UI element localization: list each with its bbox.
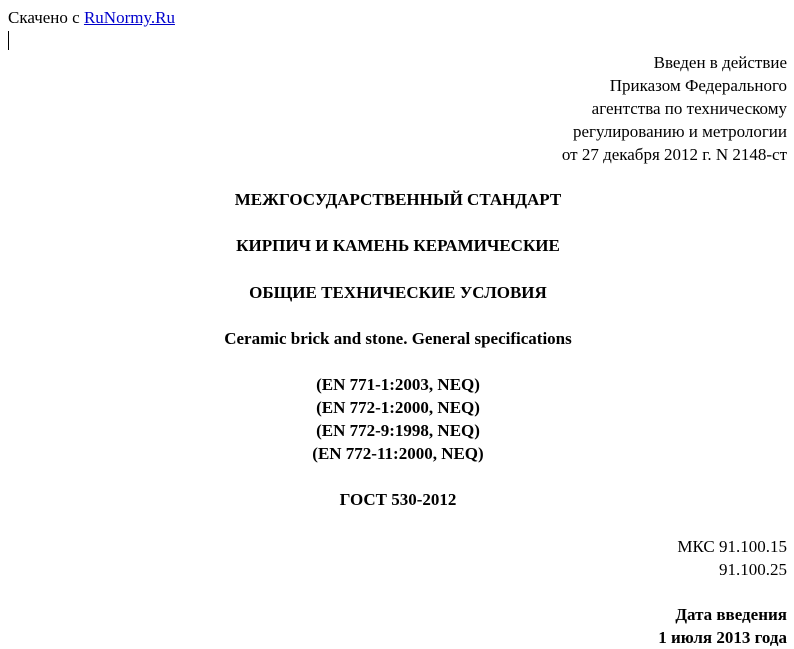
en-reference: (EN 772-11:2000, NEQ) (312, 444, 484, 463)
en-reference: (EN 772-9:1998, NEQ) (316, 421, 480, 440)
standard-subtitle-heading: ОБЩИЕ ТЕХНИЧЕСКИЕ УСЛОВИЯ (249, 283, 547, 302)
en-reference: (EN 772-1:2000, NEQ) (316, 398, 480, 417)
download-prefix: Скачено с (8, 8, 84, 27)
mks-code: МКС 91.100.15 (677, 537, 787, 556)
enactment-block (562, 51, 787, 166)
enactment-line: Введен в действие (653, 53, 787, 72)
en-reference: (EN 771-1:2003, NEQ) (316, 375, 480, 394)
standard-name-heading: КИРПИЧ И КАМЕНЬ КЕРАМИЧЕСКИЕ (236, 236, 560, 255)
standard-type-heading: МЕЖГОСУДАРСТВЕННЫЙ СТАНДАРТ (234, 190, 562, 209)
effective-date-value: 1 июля 2013 года (658, 628, 787, 647)
enactment-line: от 27 декабря 2012 г. N 2148-ст (561, 145, 787, 164)
text-cursor (8, 31, 9, 50)
enactment-line: регулированию и метрологии (572, 122, 787, 141)
english-title: Ceramic brick and stone. General specifications (224, 329, 572, 348)
effective-date-label: Дата введения (675, 605, 787, 624)
runormy-link[interactable]: RuNormy.Ru (83, 8, 175, 27)
mks-code: 91.100.25 (719, 560, 787, 579)
download-notice (8, 6, 175, 29)
gost-number: ГОСТ 530-2012 (339, 490, 457, 509)
mks-codes (677, 535, 787, 581)
enactment-line: агентства по техническому (591, 99, 787, 118)
effective-date-block (658, 603, 787, 649)
enactment-line: Приказом Федерального (609, 76, 787, 95)
en-references (0, 373, 794, 465)
